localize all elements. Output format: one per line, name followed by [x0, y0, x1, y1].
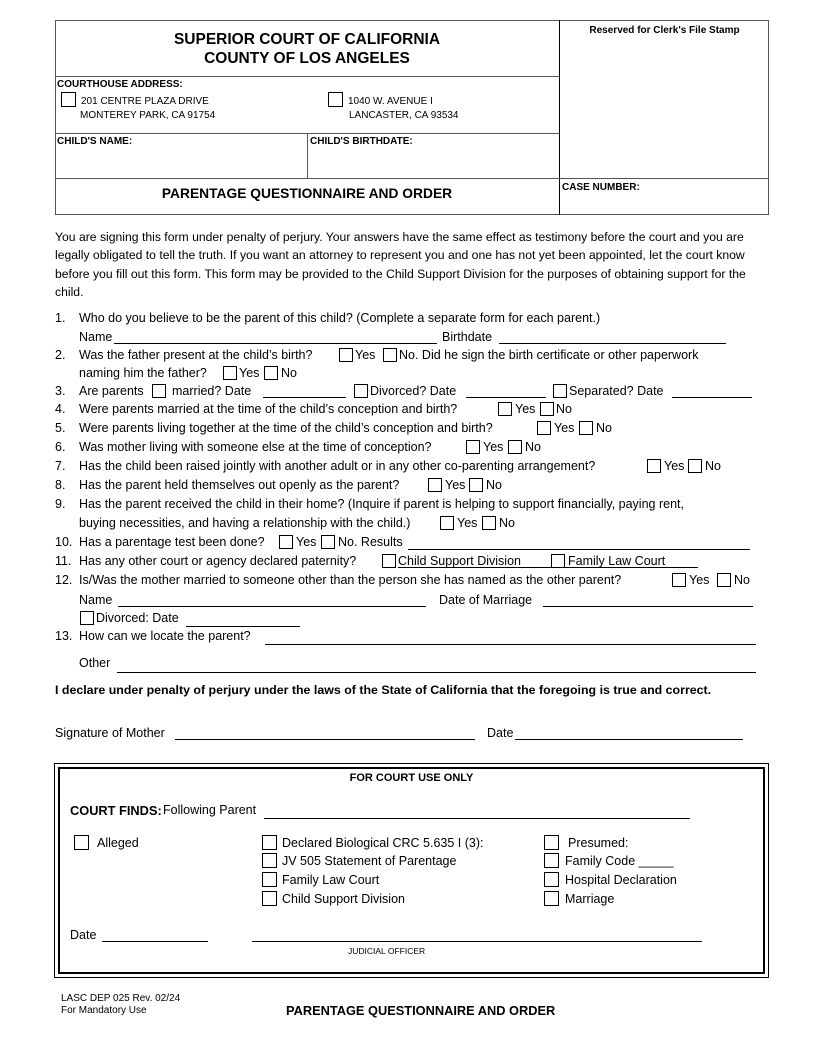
q5-number: 5. — [55, 421, 66, 435]
q12-text: Is/Was the mother married to someone other than the person she has named as the other parent? — [79, 573, 622, 587]
jv505-checkbox[interactable] — [262, 853, 277, 868]
q5-no-label: No — [596, 421, 612, 435]
q6-text: Was mother living with someone else at the time of conception? — [79, 440, 432, 454]
q12-name-field[interactable] — [118, 606, 426, 607]
q13-text: How can we locate the parent? — [79, 629, 251, 643]
q10-yes-checkbox[interactable] — [279, 535, 293, 549]
q10-text: Has a parentage test been done? — [79, 535, 265, 549]
child-name-field[interactable] — [57, 150, 305, 176]
q1-text: Who do you believe to be the parent of this child? (Complete a separate form for each parent.) — [79, 311, 601, 325]
q6-no-checkbox[interactable] — [508, 440, 522, 454]
following-parent-field[interactable] — [264, 818, 690, 819]
q1-birthdate-label: Birthdate — [442, 330, 493, 344]
q2b-no-label: No — [281, 366, 297, 380]
footer-mandatory: For Mandatory Use — [61, 1005, 147, 1016]
q7-yes-checkbox[interactable] — [647, 459, 661, 473]
family-code-label: Family Code _____ — [565, 854, 674, 868]
signature-date-field[interactable] — [515, 739, 743, 740]
q13-locate-field[interactable] — [265, 644, 756, 645]
q8-no-label: No — [486, 478, 502, 492]
q8-yes-checkbox[interactable] — [428, 478, 442, 492]
q12-date-marriage-field[interactable] — [543, 606, 753, 607]
case-number-field[interactable] — [562, 196, 767, 213]
q3-divorced-checkbox[interactable] — [354, 384, 368, 398]
court-name: SUPERIOR COURT OF CALIFORNIA — [173, 31, 441, 48]
q11-flc-label: Family Law Court — [568, 554, 666, 568]
q3-separated-date-field[interactable] — [672, 397, 752, 398]
court-family-law-checkbox[interactable] — [262, 872, 277, 887]
q12-number: 12. — [55, 573, 73, 587]
court-date-field[interactable] — [102, 941, 208, 942]
caption-divider-3 — [55, 178, 769, 179]
q1-number: 1. — [55, 311, 66, 325]
q9-no-checkbox[interactable] — [482, 516, 496, 530]
q8-number: 8. — [55, 478, 66, 492]
family-code-checkbox[interactable] — [544, 853, 559, 868]
q2b-yes-label: Yes — [239, 366, 260, 380]
caption-divider-1 — [55, 76, 559, 77]
q13-other-label: Other — [79, 656, 111, 670]
q7-number: 7. — [55, 459, 66, 473]
hospital-declaration-label: Hospital Declaration — [565, 873, 677, 887]
county-name: COUNTY OF LOS ANGELES — [204, 50, 410, 67]
footer-title: PARENTAGE QUESTIONNAIRE AND ORDER — [286, 1003, 556, 1018]
q6-yes-checkbox[interactable] — [466, 440, 480, 454]
court-family-law-label: Family Law Court — [282, 873, 380, 887]
courthouse-lancaster-checkbox[interactable] — [328, 92, 343, 107]
court-csd-label: Child Support Division — [282, 892, 405, 906]
q10-results-field[interactable] — [408, 549, 750, 550]
q5-yes-label: Yes — [554, 421, 575, 435]
q5-yes-checkbox[interactable] — [537, 421, 551, 435]
q9-number: 9. — [55, 497, 66, 511]
q3-text: Are parents — [79, 384, 144, 398]
presumed-checkbox[interactable] — [544, 835, 559, 850]
q12-yes-checkbox[interactable] — [672, 573, 686, 587]
q2-text: Was the father present at the child’s birth? — [79, 348, 313, 362]
q11-csd-label: Child Support Division — [398, 554, 521, 568]
q11-number: 11. — [55, 554, 72, 568]
q7-no-checkbox[interactable] — [688, 459, 702, 473]
q3-separated-checkbox[interactable] — [553, 384, 567, 398]
declared-biological-label: Declared Biological CRC 5.635 I (3): — [282, 836, 484, 850]
q4-no-label: No — [556, 402, 572, 416]
q8-no-checkbox[interactable] — [469, 478, 483, 492]
q13-other-field[interactable] — [117, 672, 756, 673]
q2-no-label: No. Did he sign the birth certificate or other paperwork — [399, 348, 699, 362]
q2b-yes-checkbox[interactable] — [223, 366, 237, 380]
q3-married-label: married? Date — [172, 384, 252, 398]
hospital-declaration-checkbox[interactable] — [544, 872, 559, 887]
q9-yes-checkbox[interactable] — [440, 516, 454, 530]
q7-no-label: No — [705, 459, 721, 473]
q9-text: Has the parent received the child in their home? (Inquire if parent is helping to support financially, paying rent, — [79, 497, 684, 511]
court-csd-checkbox[interactable] — [262, 891, 277, 906]
q6-yes-label: Yes — [483, 440, 504, 454]
signature-date-label: Date — [487, 726, 514, 740]
q10-number: 10. — [55, 535, 73, 549]
case-number-label: CASE NUMBER: — [562, 182, 640, 193]
marriage-label: Marriage — [565, 892, 615, 906]
q9-continued: buying necessities, and having a relationship with the child.) — [79, 516, 411, 530]
address-lancaster-line1: 1040 W. AVENUE I — [348, 96, 433, 107]
q11-csd-checkbox[interactable] — [382, 554, 396, 568]
q4-no-checkbox[interactable] — [540, 402, 554, 416]
q9-no-label: No — [499, 516, 515, 530]
caption-divider-name — [307, 133, 308, 178]
form-title: PARENTAGE QUESTIONNAIRE AND ORDER — [161, 186, 453, 201]
q2b-no-checkbox[interactable] — [264, 366, 278, 380]
q2-number: 2. — [55, 348, 66, 362]
caption-divider-vertical — [559, 20, 560, 215]
q4-text: Were parents married at the time of the child’s conception and birth? — [79, 402, 458, 416]
following-parent-label: Following Parent — [163, 803, 257, 817]
footer-form-id: LASC DEP 025 Rev. 02/24 — [61, 993, 181, 1004]
signature-field[interactable] — [175, 739, 475, 740]
q1-name-label: Name — [79, 330, 113, 344]
q2-continued: naming him the father? — [79, 366, 207, 380]
q12-yes-label: Yes — [689, 573, 710, 587]
q7-yes-label: Yes — [664, 459, 685, 473]
q10-no-checkbox[interactable] — [321, 535, 335, 549]
q6-number: 6. — [55, 440, 66, 454]
courthouse-address-label: COURTHOUSE ADDRESS: — [57, 79, 183, 90]
court-use-box-inner — [58, 767, 765, 974]
judicial-officer-label: JUDICIAL OFFICER — [348, 946, 426, 956]
alleged-label: Alleged — [97, 836, 139, 850]
courthouse-monterey-checkbox[interactable] — [61, 92, 76, 107]
q3-divorced-label: Divorced? Date — [370, 384, 457, 398]
q12-no-checkbox[interactable] — [717, 573, 731, 587]
q4-number: 4. — [55, 402, 66, 416]
q3-married-checkbox[interactable] — [152, 384, 166, 398]
q12-divorced-checkbox[interactable] — [80, 611, 94, 625]
q5-text: Were parents living together at the time of the child’s conception and birth? — [79, 421, 493, 435]
signature-label: Signature of Mother — [55, 726, 165, 740]
child-birthdate-label: CHILD'S BIRTHDATE: — [310, 136, 413, 147]
alleged-checkbox[interactable] — [74, 835, 89, 850]
q3-married-date-field[interactable] — [263, 397, 346, 398]
q7-text: Has the child been raised jointly with another adult or in any other co-parenting arrangement? — [79, 459, 596, 473]
q12-divorced-date-field[interactable] — [186, 626, 300, 627]
q11-underline — [398, 567, 698, 568]
child-name-label: CHILD'S NAME: — [57, 136, 133, 147]
q5-no-checkbox[interactable] — [579, 421, 593, 435]
court-use-title: FOR COURT USE ONLY — [349, 772, 474, 784]
q1-name-field[interactable] — [114, 343, 437, 344]
clerk-stamp-label: Reserved for Clerk's File Stamp — [589, 25, 740, 36]
q8-text: Has the parent held themselves out openly as the parent? — [79, 478, 400, 492]
q12-divorced-label: Divorced: Date — [96, 611, 179, 625]
jv505-label: JV 505 Statement of Parentage — [282, 854, 457, 868]
q11-text: Has any other court or agency declared paternity? — [79, 554, 357, 568]
address-monterey-line1: 201 CENTRE PLAZA DRIVE — [81, 96, 209, 107]
q3-separated-label: Separated? Date — [569, 384, 664, 398]
q10-yes-label: Yes — [296, 535, 317, 549]
q2-yes-label: Yes — [355, 348, 376, 362]
q3-divorced-date-field[interactable] — [466, 397, 546, 398]
presumed-label: Presumed: — [568, 836, 629, 850]
declared-biological-checkbox[interactable] — [262, 835, 277, 850]
address-monterey-line2: MONTEREY PARK, CA 91754 — [80, 110, 216, 121]
q6-no-label: No — [525, 440, 541, 454]
q9-yes-label: Yes — [457, 516, 478, 530]
child-birthdate-field[interactable] — [310, 150, 556, 176]
q3-number: 3. — [55, 384, 66, 398]
intro-paragraph: You are signing this form under penalty of perjury. Your answers have the same effect as testimony before the court and you are legally obligated to tell the truth. If you want an attorney to represent you and one has not yet been appointed, let the court know before you fill out this form. This form may be provided to the Child Support Division for the purposes of obtaining support for the child. — [55, 230, 746, 300]
q11-flc-checkbox[interactable] — [551, 554, 565, 568]
declaration-text: I declare under penalty of perjury under the laws of the State of California that the foregoing is true and correct. — [55, 683, 712, 697]
address-lancaster-line2: LANCASTER, CA 93534 — [349, 110, 459, 121]
q13-number: 13. — [55, 629, 73, 643]
court-finds-label: COURT FINDS: — [70, 803, 162, 818]
q12-no-label: No — [734, 573, 750, 587]
judicial-officer-signature-field[interactable] — [252, 941, 702, 942]
q10-no-label: No. Results — [338, 535, 403, 549]
q8-yes-label: Yes — [445, 478, 466, 492]
q2-no-checkbox[interactable] — [383, 348, 397, 362]
q12-date-marriage-label: Date of Marriage — [439, 593, 533, 607]
court-date-label: Date — [70, 928, 97, 942]
q4-yes-checkbox[interactable] — [498, 402, 512, 416]
q2-yes-checkbox[interactable] — [339, 348, 353, 362]
q1-birthdate-field[interactable] — [499, 343, 726, 344]
q12-name-label: Name — [79, 593, 113, 607]
q4-yes-label: Yes — [515, 402, 536, 416]
marriage-checkbox[interactable] — [544, 891, 559, 906]
